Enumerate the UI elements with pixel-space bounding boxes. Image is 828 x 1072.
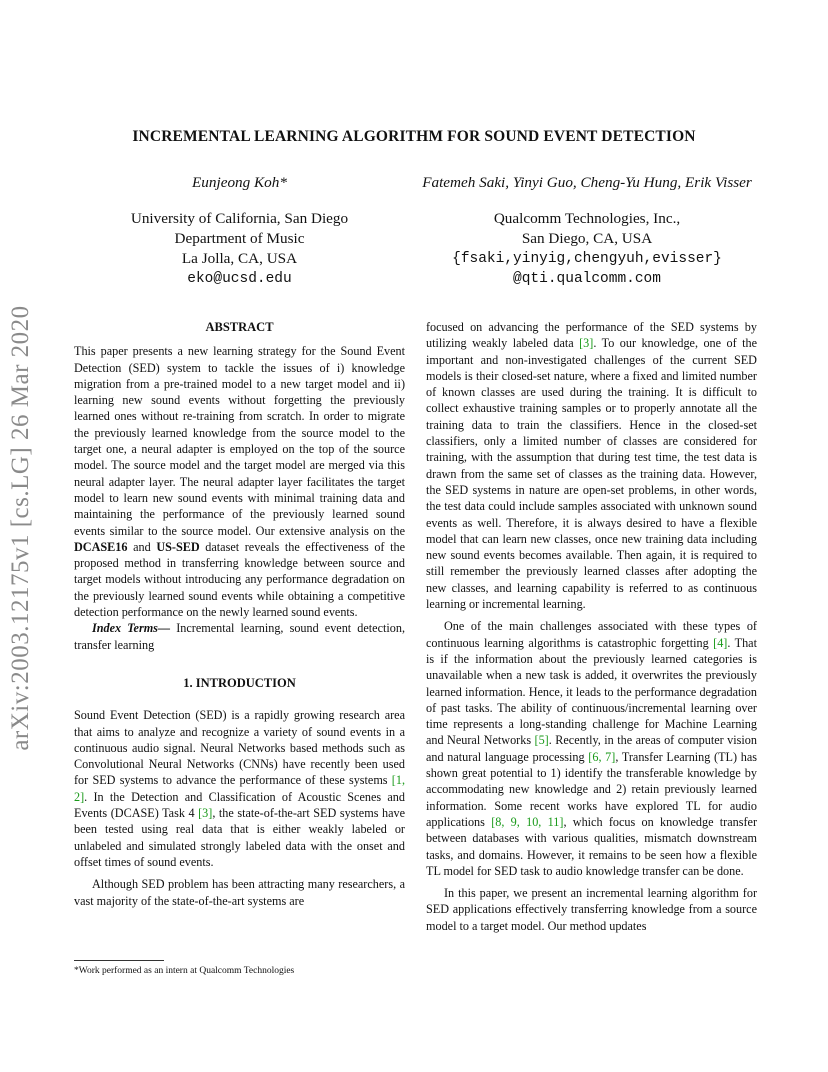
introduction-heading: 1. INTRODUCTION bbox=[183, 675, 296, 690]
left-column bbox=[74, 319, 405, 909]
abstract-paragraph: This paper presents a new learning strategy for the Sound Event Detection (SED) system to tackle the issues of i) knowledge migration from a pre-trained model to a new target model and ii) learning new sound events without forgetting the previously learned ones without re-training from scratch. In order to migrate the previously learned knowledge from the source model to the target one, a neural adapter is employed on the top of the source model. The source model and the target model are merged via this neural adapter layer. The neural adapter layer facilitates the target model to learn new sound events with minimal training data and maintaining the performance of the previously learned sound events similar to the source model. Our extensive analysis on the DCASE16 and US-SED dataset reveals the effectiveness of the proposed method in transferring knowledge between source and target models without introducing any performance degradation on the previously learned sound events while obtaining a competitive detection performance on the newly learned sound events. bbox=[74, 344, 405, 620]
affiliation-line: La Jolla, CA, USA bbox=[181, 250, 298, 267]
body-paragraph: One of the main challenges associated with these types of continuous learning algorithms is catastrophic forgetting [4]. That is if the information about the previously learned categories is unavailable when a new task is added, it overwrites the previously learned information. Hence, it leads to the performance degradation of past tasks. The ability of continuous/incremental learning over time represents a long-standing challenge for Machine Learning and Neural Networks [5]. Recently, in the areas of computer vision and natural language processing [6, 7], Transfer Learning (TL) has shown great potential to 1) identify the transferable knowledge by accommodating new knowledge and 2) retain previously learned information. Some recent works have explored TL for audio applications [8, 9, 10, 11], which focus on knowledge transfer between databases with various qualities, mismatch downstream tasks, and domains. However, it remains to be seen how a flexible TL model for SED task to audio knowledge transfer can be done. bbox=[426, 619, 758, 878]
citation-link[interactable]: [1, 2] bbox=[74, 773, 405, 804]
right-column bbox=[426, 319, 757, 934]
affiliation-line: Department of Music bbox=[174, 230, 305, 247]
author-block-left bbox=[74, 173, 405, 289]
author-emails-right: {fsaki,yinyig,chengyuh,evisser} bbox=[452, 251, 722, 267]
author-name-left: Eunjeong Koh* bbox=[192, 174, 287, 191]
author-email-left: eko@ucsd.edu bbox=[187, 271, 292, 287]
paper-title: INCREMENTAL LEARNING ALGORITHM FOR SOUND EVENT DETECTION bbox=[132, 128, 696, 145]
intro-paragraph: Sound Event Detection (SED) is a rapidly growing research area that aims to analyze and recognize a variety of sound events in a continuous audio signal. Neural Networks based methods such as Convolutional Neural Networks (CNNs) have recently been used for SED systems to advance the performance of these systems [1, 2]. In the Detection and Classification of Acoustic Scenes and Events (DCASE) Task 4 [3], the state-of-the-art SED systems have been tested using real data that is either weakly labeled or unlabeled and simulated strongly labeled data with the onset and offset times of sound events. bbox=[74, 708, 405, 869]
index-terms-label: Index Terms— bbox=[92, 621, 171, 636]
citation-link[interactable]: [8, 9, 10, 11] bbox=[491, 814, 564, 829]
affiliation-line: University of California, San Diego bbox=[130, 210, 349, 227]
author-block-right bbox=[412, 173, 762, 289]
index-terms: Index Terms— Incremental learning, sound event detection, transfer learning bbox=[74, 621, 405, 652]
author-names-right: Fatemeh Saki, Yinyi Guo, Cheng-Yu Hung, Erik Visser bbox=[422, 174, 752, 191]
citation-link[interactable]: [3] bbox=[579, 336, 594, 351]
author-email-domain: @qti.qualcomm.com bbox=[513, 271, 661, 287]
body-paragraph: In this paper, we present an incremental learning algorithm for SED applications effectively transferring knowledge from a source model to a target model. Our method updates bbox=[426, 886, 757, 933]
affiliation-line: Qualcomm Technologies, Inc., bbox=[493, 210, 681, 227]
intro-paragraph: Although SED problem has been attracting many researchers, a vast majority of the state-of-the-art systems are bbox=[74, 877, 405, 908]
footnote: *Work performed as an intern at Qualcomm Technologies bbox=[74, 966, 295, 976]
abstract-heading: ABSTRACT bbox=[205, 320, 274, 334]
footnote-divider bbox=[74, 960, 164, 961]
body-paragraph: focused on advancing the performance of the SED systems by utilizing weakly labeled data [3]. To our knowledge, one of the important and non-investigated challenges of the current SED models is their closed-set nature, where a fixed and limited number of known classes are used during the training. It is difficult to collect exhaustive training samples or to properly annotate all the training data to train the classifiers. Hence in the closed-set classifiers, only a limited number of classes are considered for training, with the assumption that during test time, the test data is drawn from the same set of classes as the training data. However, the SED systems in nature are open-set problems, in other words, the test data could include samples associated with unknown sound events as well. Therefore, it is always desired to have a flexible model that can learn new classes, once new training data including new sound events becomes available. Then again, it is required to still remember the previously learned classes after adopting the new classes, and learning capability is referred to as continuous learning or incremental learning. bbox=[426, 320, 757, 612]
arxiv-identifier-text: arXiv:2003.12175v1 [cs.LG] 26 Mar 2020 bbox=[7, 305, 34, 751]
citation-link[interactable]: [6, 7] bbox=[588, 749, 616, 764]
dataset-name: DCASE16 bbox=[74, 539, 128, 554]
citation-link[interactable]: [4] bbox=[713, 635, 728, 650]
citation-link[interactable]: [5] bbox=[534, 733, 549, 748]
citation-link[interactable]: [3] bbox=[198, 806, 213, 821]
dataset-name: US-SED bbox=[156, 539, 200, 554]
affiliation-line: San Diego, CA, USA bbox=[521, 230, 653, 247]
